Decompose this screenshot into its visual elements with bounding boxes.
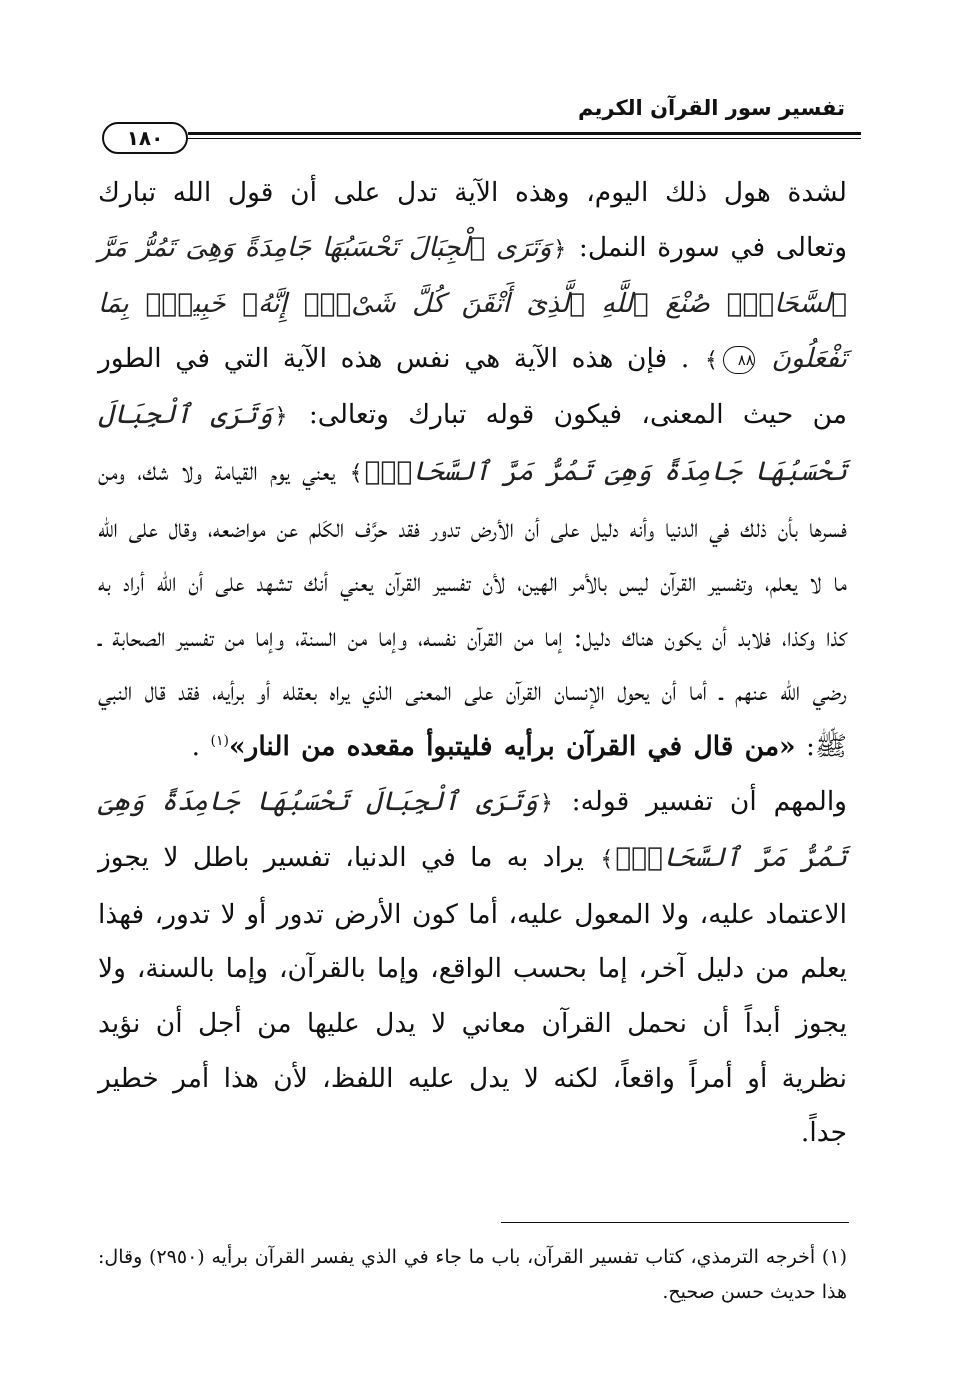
quran-brace-open: ﴿: [539, 790, 553, 816]
quran-brace-close: ﴾: [600, 847, 614, 873]
paragraph-2: [98, 775, 847, 1161]
paragraph-1: [98, 166, 847, 775]
footnote-separator: [501, 1222, 849, 1223]
header-rule-thin: [188, 138, 861, 139]
body-text: [98, 166, 847, 1161]
text-segment: لشدة هول ذلك اليوم، وهذه الآية تدل على أن قول الله تبارك وتعالى في سورة النمل:: [98, 177, 847, 263]
footnote: [98, 1240, 847, 1310]
text-segment: يعني يوم القيامة ولا شك، ومن فسرها بأن ذلك في الدنيا وأنه دليل على أن الأرض تدور فقد حرَّف الكَلم عن مواضعه، وقال على الله ما لا يعلم، وتفسير القرآن ليس بالأمر الهين، لأن تفسير القرآن يعني أنك تشهد على أن الله أراد به كذا وكذا، فلابد أن يكون هناك دليل: إما من القرآن نفسه، وإما من السنة، وإما من تفسير الصحابة ـ رضي الله عنهم ـ أما أن يحول الإنسان القرآن على المعنى الذي يراه بعقله أو برأيه، فقد قال النبي ﷺ:: [98, 455, 847, 762]
text-segment: والمهم أن تفسير قوله:: [571, 785, 847, 817]
running-title: تفسير سور القرآن الكريم: [578, 96, 845, 120]
text-segment: . فإن هذه الآية هي نفس هذه الآية التي في الطور من حيث المعنى، فيكون قوله تبارك وتعالى:: [98, 342, 847, 431]
quran-brace-close: ﴾: [349, 460, 363, 486]
ayah-number-marker: ٨٨: [723, 346, 755, 374]
hadith-quote: «من قال في القرآن برأيه فليتبوأ مقعده من النار»: [228, 730, 796, 762]
quran-brace-open: ﴿: [274, 404, 288, 430]
quran-verse: وَتَرَى ٱلْجِبَالَ تَحْسَبُهَا جَامِدَةً وَهِىَ تَمُرُّ مَرَّ ٱلسَّحَابِۚ: [98, 399, 847, 487]
footnote-reference: (١): [210, 733, 229, 750]
text-segment: يراد به ما في الدنيا، تفسير باطل لا يجوز الاعتماد عليه، ولا المعول عليه، أما كون الأرض تدور أو لا تدور، فهذا يعلم من دليل آخر، إما بحسب الواقع، وإما بالقرآن، وإما بالسنة، ولا يجوز أبداً أن نحمل القرآن معاني لا يدل عليها من أجل أن نؤيد نظرية أو أمراً واقعاً، لكنه لا يدل عليه اللفظ، لأن هذا أمر خطير جداً.: [98, 842, 847, 1149]
quran-verse: وَتَرَى ٱلْجِبَالَ تَحْسَبُهَا جَامِدَةً وَهِىَ تَمُرُّ مَرَّ ٱلسَّحَابِۚ صُنْعَ ٱللَّهِ ٱلَّذِىٓ أَتْقَنَ كُلَّ شَىْءٍۚ إِنَّهُۥ خَبِيرٌۢ بِمَا تَفْعَلُونَ: [98, 231, 847, 374]
quran-verse: وَتَرَى ٱلْجِبَالَ تَحْسَبُهَا جَامِدَةً وَهِىَ تَمُرُّ مَرَّ ٱلسَّحَابِۚ: [98, 785, 847, 874]
quran-brace-close: ﴾: [704, 347, 718, 373]
text-segment: .: [191, 730, 201, 762]
footnote-text: (١) أخرجه الترمذي، كتاب تفسير القرآن، باب ما جاء في الذي يفسر القرآن برأيه (٢٩٥٠) وقال: هذا حديث حسن صحيح.: [98, 1246, 847, 1303]
quran-brace-open: ﴿: [553, 236, 567, 262]
header-rule: [188, 132, 861, 135]
page-number: ١٨٠: [102, 122, 188, 154]
